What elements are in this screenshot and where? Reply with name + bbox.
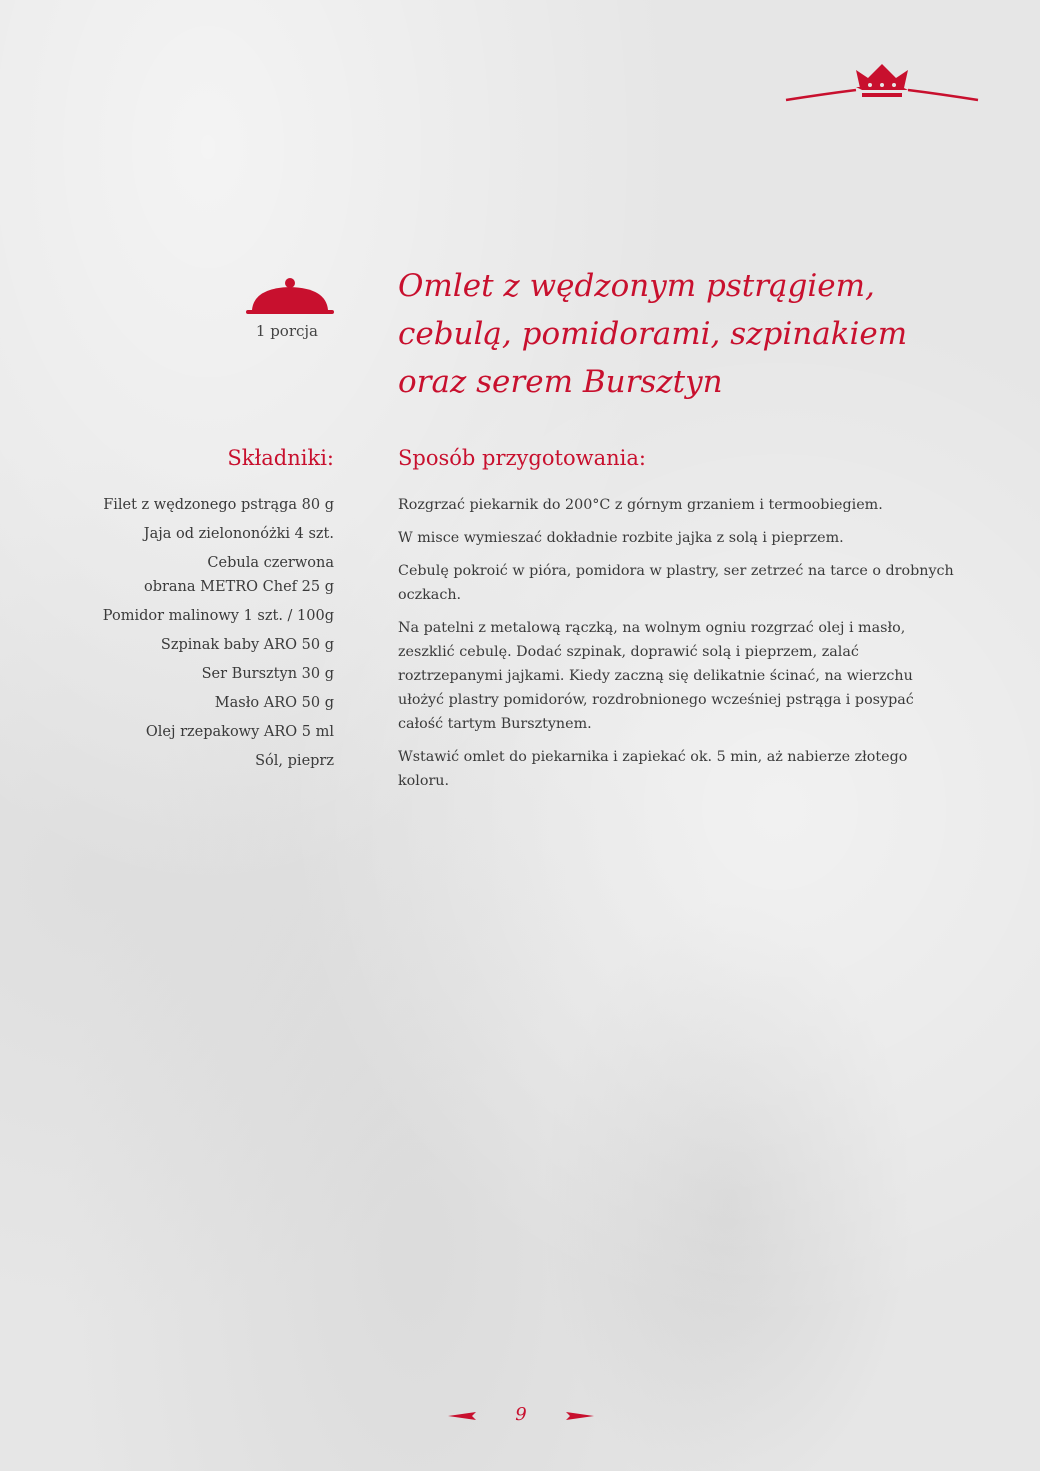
preparation-step: Rozgrzać piekarnik do 200°C z górnym grzaniem i termoobiegiem.: [398, 497, 883, 513]
ingredient-item-line: obrana METRO Chef 25 g: [143, 579, 334, 595]
ingredient-item: Pomidor malinowy 1 szt. / 100g: [102, 608, 334, 624]
ingredient-item: Olej rzepakowy ARO 5 ml: [145, 724, 334, 740]
preparation-heading: Sposób przygotowania:: [398, 446, 646, 470]
ingredient-item-line: Cebula czerwona: [207, 555, 334, 571]
crown-icon: [784, 60, 980, 108]
recipe-title-line: cebulą, pomidorami, szpinakiem: [398, 316, 908, 352]
serving-lid-icon: [246, 276, 334, 316]
preparation-step: Na patelni z metalową rączką, na wolnym ogniu rozgrzać olej i masło, zeszklić cebulę. Dodać szpinak, doprawić solą i pieprzem, zalać roztrzepanymi jajkami. Kiedy zaczną się delikatnie ścinać, na wierzchu ułożyć plastry pomidorów, rozdrobnionego wcześniej pstrąga i posypać całość tartym Bursztynem.: [398, 620, 914, 732]
page-number: 9: [515, 1404, 527, 1425]
preparation-step: W misce wymieszać dokładnie rozbite jajka z solą i pieprzem.: [398, 530, 844, 546]
preparation-steps: [398, 493, 958, 802]
recipe-title-line: Omlet z wędzonym pstrągiem,: [398, 268, 875, 304]
ingredients-heading: Składniki:: [227, 446, 334, 470]
ingredient-item: Szpinak baby ARO 50 g: [160, 637, 334, 653]
recipe-title: [398, 262, 998, 406]
ingredients-list: [74, 493, 334, 778]
portion-count: 1 porcja: [255, 322, 318, 340]
recipe-title-line: oraz serem Bursztyn: [398, 364, 723, 400]
ingredient-item: Filet z wędzonego pstrąga 80 g: [103, 497, 334, 513]
page-footer: [448, 1404, 594, 1428]
ingredient-item: [74, 551, 334, 599]
ingredient-item: Sól, pieprz: [255, 753, 334, 769]
arrow-right-icon[interactable]: [566, 1412, 594, 1420]
ingredient-item: Masło ARO 50 g: [214, 695, 334, 711]
ingredient-item: Jaja od zielononóżki 4 szt.: [143, 526, 334, 542]
ingredient-item: Ser Bursztyn 30 g: [201, 666, 334, 682]
preparation-step: Cebulę pokroić w pióra, pomidora w plastry, ser zetrzeć na tarce o drobnych oczkach.: [398, 563, 954, 603]
preparation-step: Wstawić omlet do piekarnika i zapiekać ok. 5 min, aż nabierze złotego koloru.: [398, 749, 908, 789]
